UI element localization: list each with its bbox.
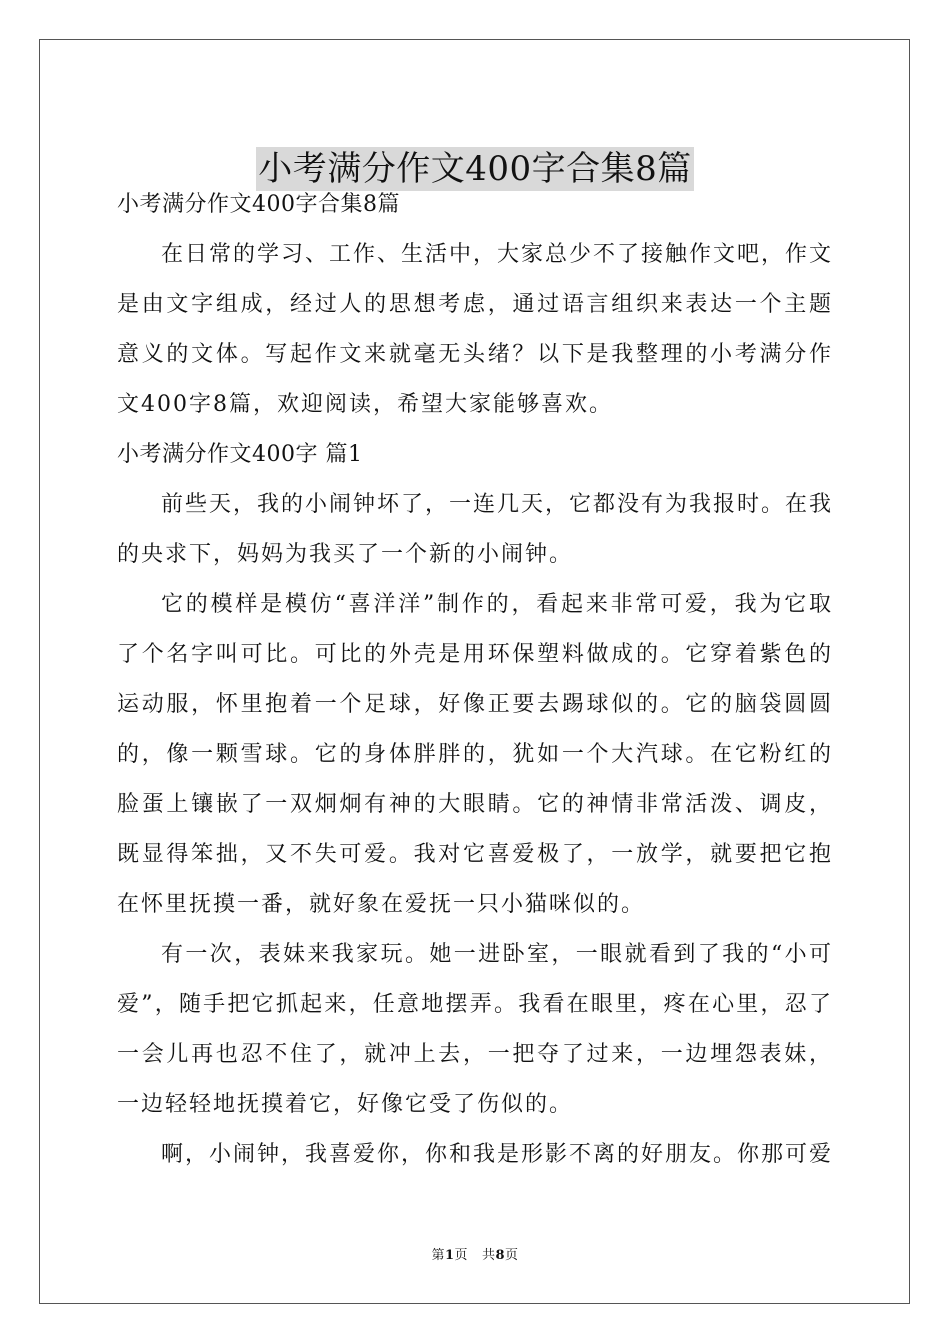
total-label-prefix: 共 — [481, 1248, 496, 1263]
section-heading: 小考满分作文400字 篇1 — [117, 442, 363, 467]
document-title: 小考满分作文400字合集8篇 — [258, 148, 692, 189]
document-body — [117, 180, 833, 1180]
body-paragraph: 啊，小闹钟，我喜爱你，你和我是形影不离的好朋友。你那可爱 — [161, 1142, 834, 1167]
page-footer — [0, 1247, 950, 1265]
total-pages: 8 — [495, 1248, 506, 1263]
total-label-suffix: 页 — [505, 1248, 519, 1263]
page-label-prefix: 第 — [431, 1248, 445, 1263]
intro-paragraph: 在日常的学习、工作、生活中，大家总少不了接触作文吧，作文是由文字组成，经过人的思想考虑，通过语言组织来表达一个主题意义的文体。写起作文来就毫无头绪？以下是我整理的小考满分作文400字8篇，欢迎阅读，希望大家能够喜欢。 — [117, 242, 834, 417]
document-subtitle: 小考满分作文400字合集8篇 — [117, 192, 400, 217]
page-label-suffix: 页 — [454, 1248, 469, 1263]
body-paragraph: 它的模样是模仿“喜洋洋”制作的，看起来非常可爱，我为它取了个名字叫可比。可比的外壳是用环保塑料做成的。它穿着紫色的运动服，怀里抱着一个足球，好像正要去踢球似的。它的脑袋圆圆的，像一颗雪球。它的身体胖胖的，犹如一个大汽球。在它粉红的脸蛋上镶嵌了一双炯炯有神的大眼睛。它的神情非常活泼、调皮，既显得笨拙，又不失可爱。我对它喜爱极了，一放学，就要把它抱在怀里抚摸一番，就好象在爱抚一只小猫咪似的。 — [117, 592, 833, 917]
body-paragraph: 前些天，我的小闹钟坏了，一连几天，它都没有为我报时。在我的央求下，妈妈为我买了一个新的小闹钟。 — [117, 492, 834, 567]
body-paragraph: 有一次，表妹来我家玩。她一进卧室，一眼就看到了我的“小可爱”，随手把它抓起来，任意地摆弄。我看在眼里，疼在心里，忍了一会儿再也忍不住了，就冲上去，一把夺了过来，一边埋怨表妹，一边轻轻地抚摸着它，好像它受了伤似的。 — [117, 942, 833, 1117]
page-number: 1 — [444, 1248, 455, 1263]
